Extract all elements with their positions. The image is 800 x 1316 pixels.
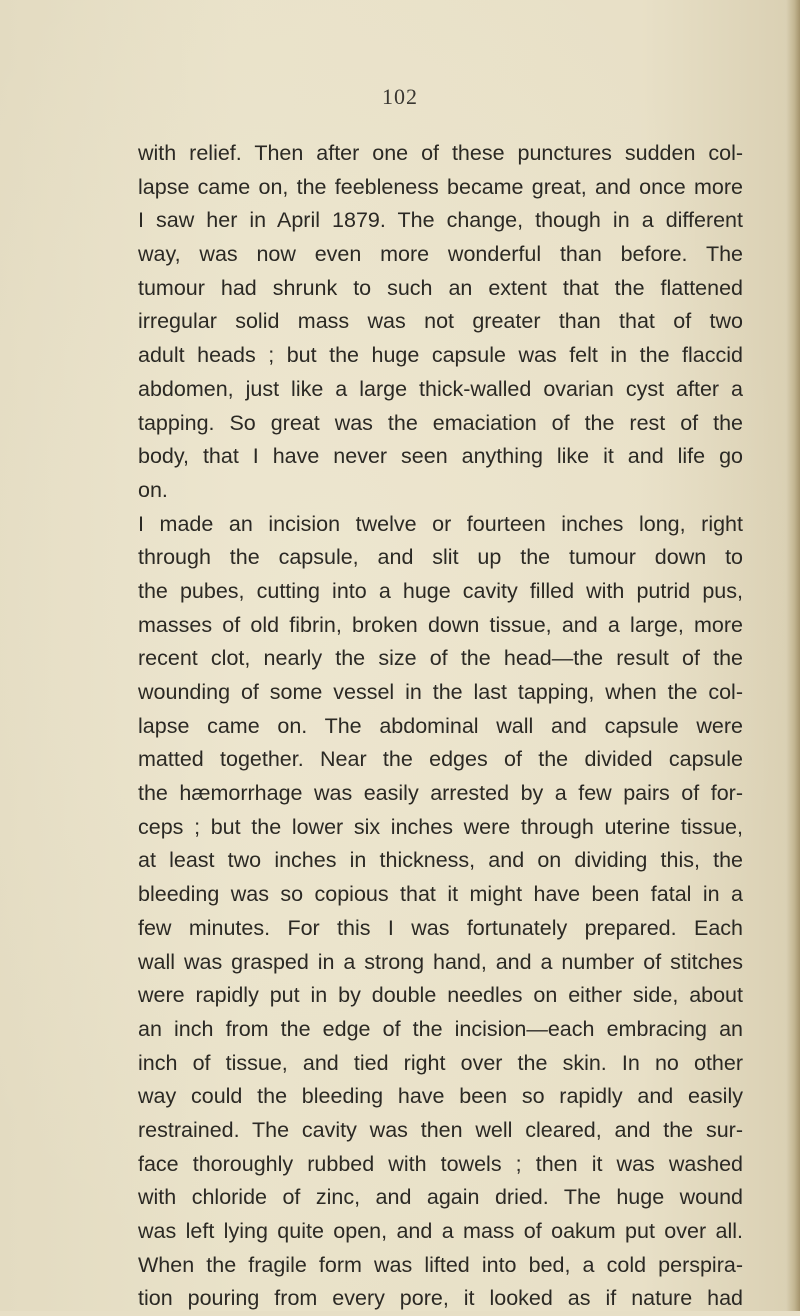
text-line: face thoroughly rubbed with towels ; then it was washed xyxy=(138,1151,743,1176)
text-line: adult heads ; but the huge capsule was felt in the flaccid xyxy=(138,343,743,368)
text-line: the pubes, cutting into a huge cavity filled with putrid pus, xyxy=(138,578,743,603)
page-edge-shadow xyxy=(786,0,800,1311)
text-line: When the fragile form was lifted into bed, a cold perspira- xyxy=(138,1252,743,1277)
text-line: recent clot, nearly the size of the head—the result of the xyxy=(138,646,743,671)
text-line: lapse came on, the feebleness became great, and once more xyxy=(138,174,743,199)
text-line: masses of old fibrin, broken down tissue, and a large, more xyxy=(138,612,743,637)
text-line: way, was now even more wonderful than before. The xyxy=(138,242,743,267)
text-line: on. xyxy=(138,477,168,502)
text-line: body, that I have never seen anything like it and life go xyxy=(138,444,743,469)
text-line: the hæmorrhage was easily arrested by a few pairs of for- xyxy=(138,781,743,806)
text-line: wounding of some vessel in the last tapping, when the col- xyxy=(138,680,743,704)
text-line: inch of tissue, and tied right over the skin. In no other xyxy=(138,1050,743,1075)
text-line: tumour had shrunk to such an extent that the flattened xyxy=(138,275,743,300)
text-line: tapping. So great was the emaciation of the rest of the xyxy=(138,410,743,435)
text-line: matted together. Near the edges of the divided capsule xyxy=(138,747,743,772)
text-line: were rapidly put in by double needles on either side, about xyxy=(138,983,743,1008)
text-line: restrained. The cavity was then well cleared, and the sur- xyxy=(138,1117,743,1142)
text-line: irregular solid mass was not greater than that of two xyxy=(138,309,743,334)
text-line: way could the bleeding have been so rapidly and easily xyxy=(138,1084,743,1109)
text-line: lapse came on. The abdominal wall and capsule were xyxy=(138,713,743,738)
text-line: I made an incision twelve or fourteen inches long, right xyxy=(138,511,743,536)
text-line: ceps ; but the lower six inches were through uterine tissue, xyxy=(138,814,743,839)
text-line: tion pouring from every pore, it looked as if nature had xyxy=(138,1286,743,1311)
text-line: I saw her in April 1879. The change, though in a different xyxy=(138,208,743,233)
body-text xyxy=(138,137,743,1316)
text-line: through the capsule, and slit up the tumour down to xyxy=(138,545,743,570)
page-number: 102 xyxy=(382,84,418,109)
text-line: wall was grasped in a strong hand, and a number of stitches xyxy=(138,949,743,974)
text-line: bleeding was so copious that it might have been fatal in a xyxy=(138,882,743,907)
text-line: at least two inches in thickness, and on dividing this, the xyxy=(138,848,743,873)
text-line: was left lying quite open, and a mass of oakum put over all. xyxy=(138,1219,743,1243)
text-line: with relief. Then after one of these punctures sudden col- xyxy=(138,141,743,165)
text-line: an inch from the edge of the incision—each embracing an xyxy=(138,1016,743,1041)
text-line: abdomen, just like a large thick-walled ovarian cyst after a xyxy=(138,376,743,401)
text-line: with chloride of zinc, and again dried. The huge wound xyxy=(138,1185,743,1210)
text-line: few minutes. For this I was fortunately prepared. Each xyxy=(138,915,743,940)
